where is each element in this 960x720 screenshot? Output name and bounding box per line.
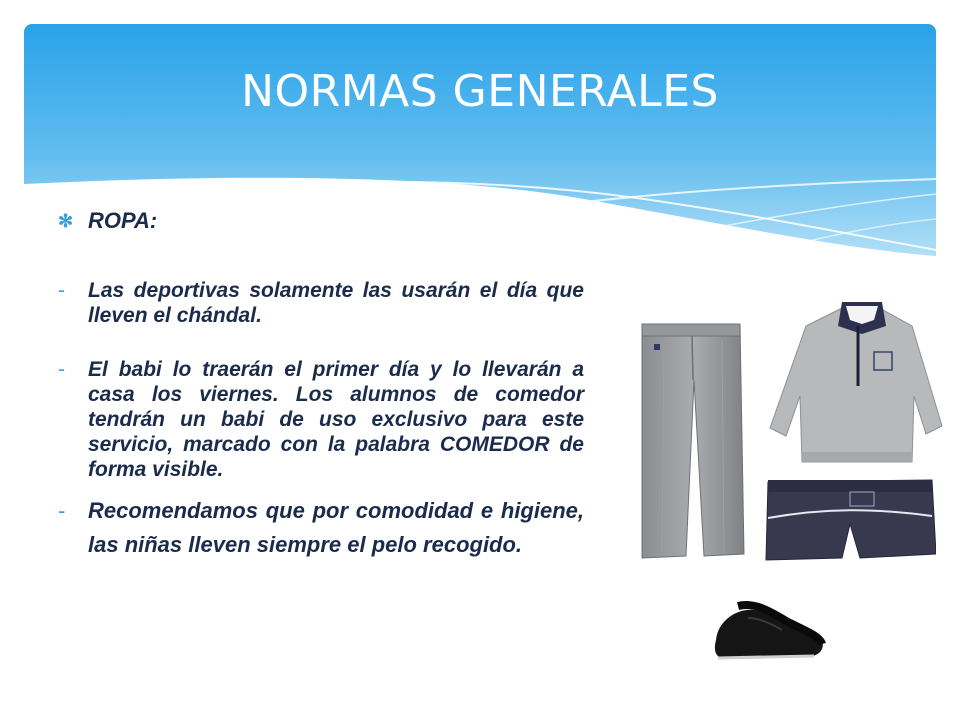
section-label: ROPA: (88, 208, 158, 233)
dash-bullet-icon: - (58, 279, 65, 302)
dash-bullet-icon: - (58, 498, 66, 523)
dash-bullet-icon: - (58, 358, 65, 381)
navy-tracksuit-trousers-image (764, 478, 936, 562)
grey-sweatshirt-image (766, 296, 950, 468)
list-item-text: Las deportivas solamente las usarán el día que lleven el chándal. (88, 279, 584, 327)
section-heading (58, 208, 584, 234)
list-item (58, 494, 584, 562)
list-item-text: Recomendamos que por comodidad e higiene, las niñas lleven siempre el pelo recogido. (88, 498, 584, 557)
list-item (58, 278, 584, 328)
black-shoes-image (708, 600, 828, 664)
list-item-text: El babi lo traerán el primer día y lo llevarán a casa los viernes. Los alumnos de comedor tendrán un babi de uso exclusivo para este servicio, marcado con la palabra COMEDOR de forma visible. (88, 358, 584, 481)
list-item (58, 357, 584, 482)
slide-title: NORMAS GENERALES (241, 66, 719, 117)
asterisk-bullet-icon: ✻ (58, 210, 74, 231)
slide-content (58, 200, 584, 562)
grey-trousers-image (636, 320, 748, 560)
